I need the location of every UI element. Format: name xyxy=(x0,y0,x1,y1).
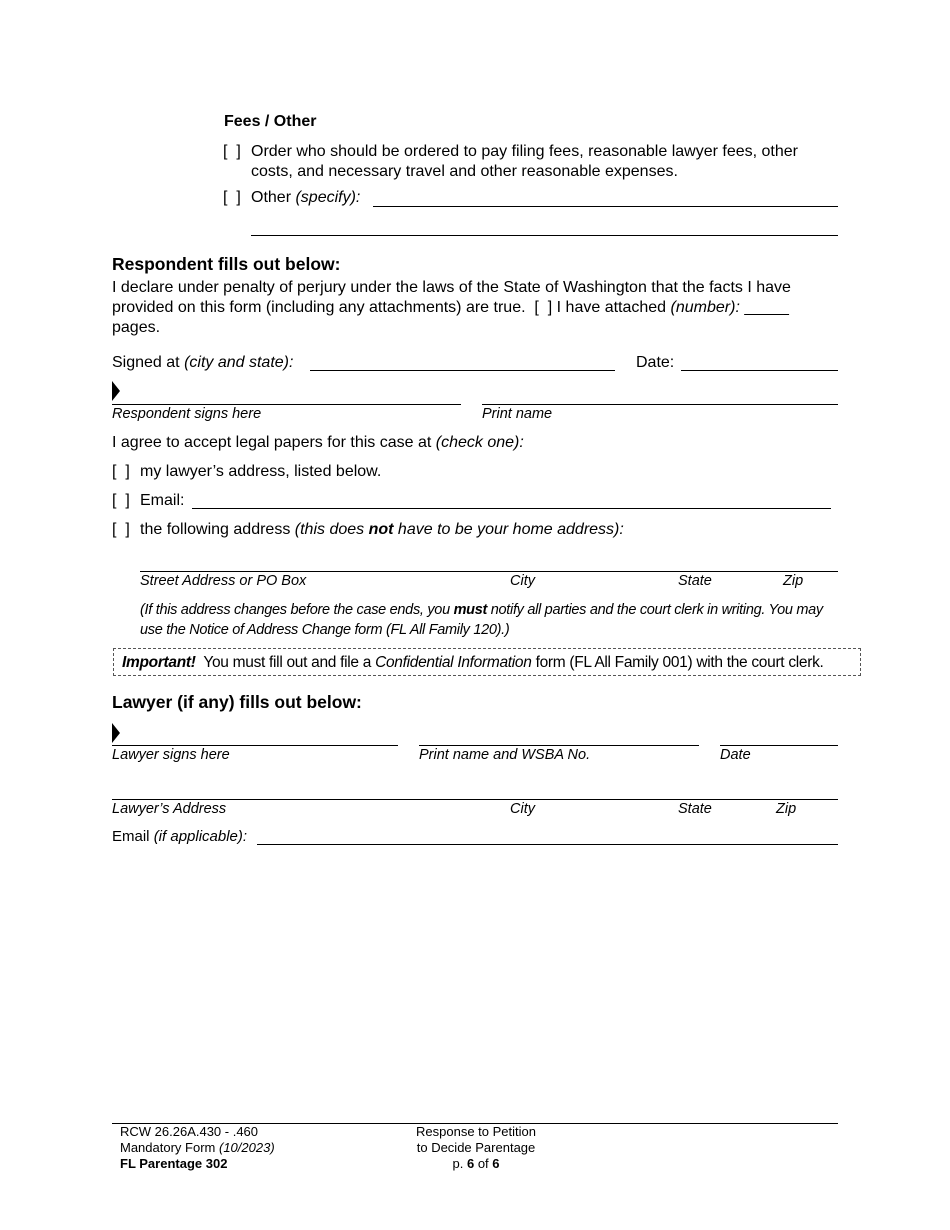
option-email-label: Email: xyxy=(140,492,185,509)
fees-other-input-line-1[interactable] xyxy=(373,206,838,207)
lawyer-print-name-label: Print name and WSBA No. xyxy=(419,747,591,763)
attached-pages-input[interactable]: _____ xyxy=(744,299,789,316)
declare-line-2: provided on this form (including any attachments) are true. [ ] I have attached (number): _____ xyxy=(112,299,789,316)
lawyer-heading: Lawyer (if any) fills out below: xyxy=(112,692,362,712)
fees-other-input-line-2[interactable] xyxy=(251,235,838,236)
footer-page-number: p. 6 of 6 xyxy=(452,1156,500,1171)
important-notice-text: Important! You must fill out and file a Confidential Information form (FL All Family 001) with the court clerk. xyxy=(122,654,824,671)
respondent-print-name-label: Print name xyxy=(482,406,553,422)
lawyer-sign-here-arrow-icon xyxy=(112,723,120,743)
zip-label: Zip xyxy=(783,573,804,589)
city-label: City xyxy=(510,573,535,589)
option-address-label: the following address (this does not have to be your home address): xyxy=(140,521,624,538)
lawyer-date-label: Date xyxy=(720,747,751,763)
footer-title-2: to Decide Parentage xyxy=(416,1140,536,1155)
lawyer-signs-label: Lawyer signs here xyxy=(112,747,230,763)
address-change-notice-2: use the Notice of Address Change form (FL All Family 120).) xyxy=(140,622,510,638)
address-change-notice-1: (If this address changes before the case ends, you must notify all parties and the court clerk in writing. You may xyxy=(140,602,823,618)
lawyer-state-label: State xyxy=(678,801,712,817)
option-lawyer-checkbox[interactable]: [ ] xyxy=(112,463,130,480)
respondent-signs-label: Respondent signs here xyxy=(112,406,262,422)
signed-at-label: Signed at (city and state): xyxy=(112,354,294,371)
agree-text: I agree to accept legal papers for this case at (check one): xyxy=(112,434,524,451)
option-email-checkbox[interactable]: [ ] xyxy=(112,492,130,509)
date-label: Date: xyxy=(636,354,675,371)
lawyer-zip-label: Zip xyxy=(776,801,797,817)
lawyer-address-label: Lawyer’s Address xyxy=(112,801,227,817)
lawyer-email-input[interactable] xyxy=(257,844,838,845)
declare-line-3: pages. xyxy=(112,319,161,336)
fees-order-text-2: costs, and necessary travel and other reasonable expenses. xyxy=(251,163,678,180)
fees-other-label: Other (specify): xyxy=(251,189,361,206)
fees-order-text-1: Order who should be ordered to pay filing fees, reasonable lawyer fees, other xyxy=(251,143,798,160)
state-label: State xyxy=(678,573,712,589)
footer-form-id: FL Parentage 302 xyxy=(120,1156,228,1171)
signed-at-input[interactable] xyxy=(310,370,615,371)
fees-heading: Fees / Other xyxy=(224,113,317,130)
lawyer-city-label: City xyxy=(510,801,535,817)
fees-other-checkbox[interactable]: [ ] xyxy=(223,189,241,206)
street-label: Street Address or PO Box xyxy=(140,573,307,589)
sign-here-arrow-icon xyxy=(112,381,120,401)
date-input[interactable] xyxy=(681,370,838,371)
email-input[interactable] xyxy=(192,508,831,509)
lawyer-email-label: Email (if applicable): xyxy=(112,828,248,845)
option-lawyer-label: my lawyer’s address, listed below. xyxy=(140,463,382,480)
fees-order-checkbox[interactable]: [ ] xyxy=(223,143,241,160)
declare-line-1: I declare under penalty of perjury under the laws of the State of Washington that the facts I have xyxy=(112,279,791,296)
footer-title-1: Response to Petition xyxy=(416,1124,536,1139)
option-address-checkbox[interactable]: [ ] xyxy=(112,521,130,538)
footer-rcw: RCW 26.26A.430 - .460 xyxy=(120,1124,259,1139)
respondent-heading: Respondent fills out below: xyxy=(112,254,341,274)
footer-mandatory: Mandatory Form (10/2023) xyxy=(120,1140,275,1155)
